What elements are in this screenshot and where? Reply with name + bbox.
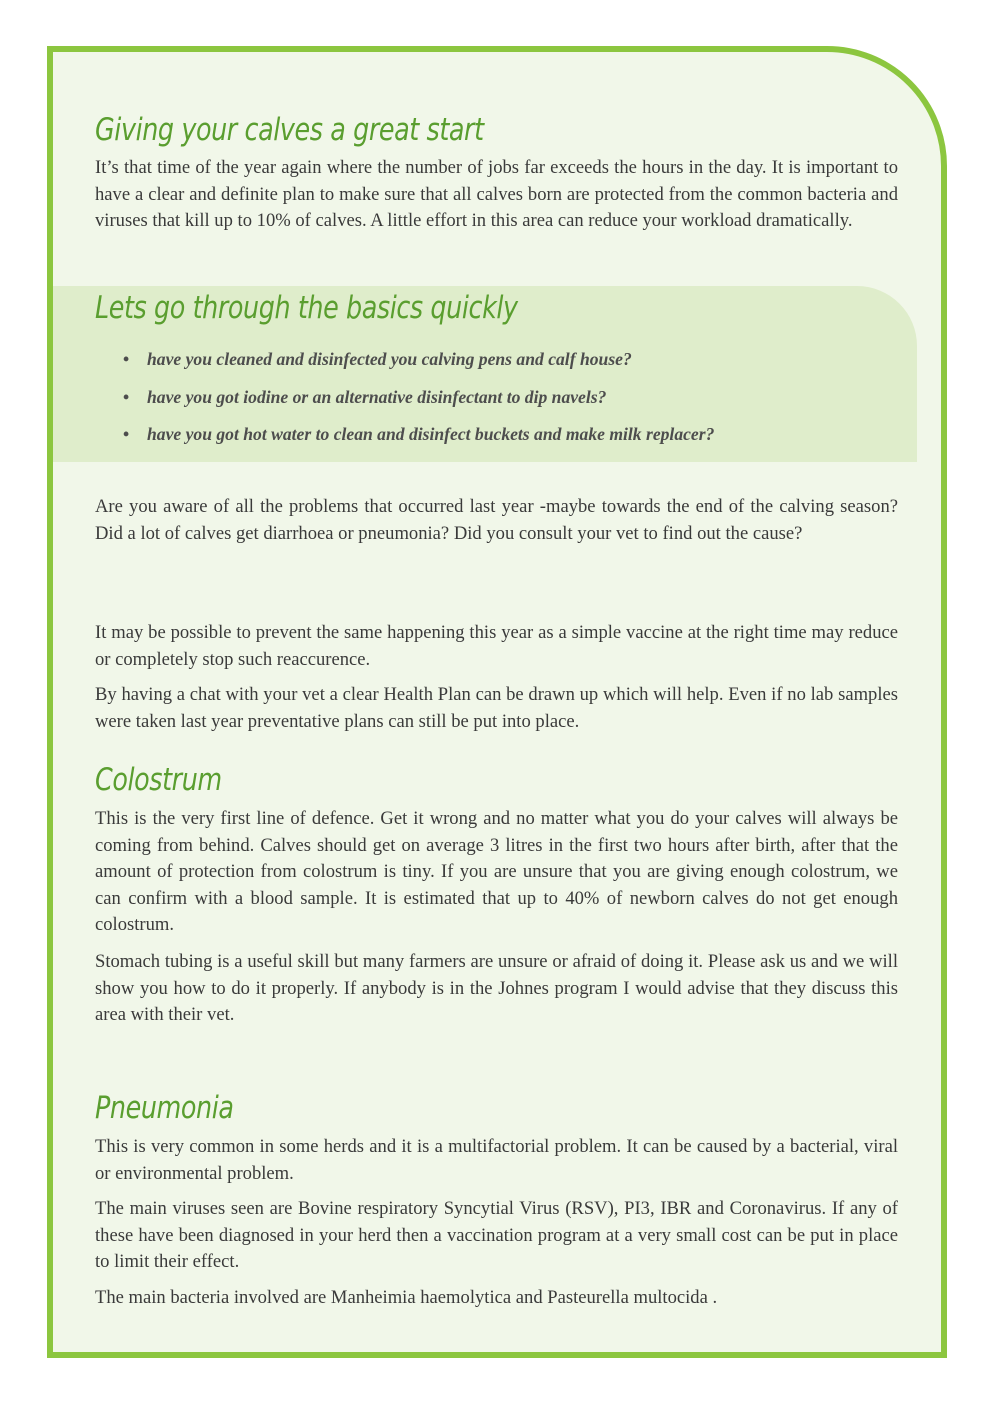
checklist-item: • have you got iodine or an alternative disinfectant to dip navels? bbox=[123, 384, 883, 422]
bullet-icon: • bbox=[123, 424, 130, 444]
problems-paragraph-1: Are you aware of all the problems that occurred last year -maybe towards the end of the calving season? Did a lot of calves get diarrhoea or pneumonia? Did you consult your vet to find out the cause? bbox=[95, 496, 898, 544]
pneumonia-paragraph-1: This is very common in some herds and it is a multifactorial problem. It can be caused by a bacterial, viral or environmental problem. bbox=[95, 1136, 898, 1184]
pneumonia-heading: Pneumonia bbox=[95, 1090, 234, 1126]
basics-heading: Lets go through the basics quickly bbox=[95, 290, 518, 326]
pneumonia-paragraph-3: The main bacteria involved are Manheimia haemolytica and Pasteurella multocida . bbox=[95, 1287, 718, 1308]
intro-heading: Giving your calves a great start bbox=[95, 112, 484, 148]
intro-paragraph: It’s that time of the year again where the number of jobs far exceeds the hours in the day. It is important to have a clear and definite plan to make sure that all calves born are protected from the common bacteria and viruses that kill up to 10% of calves. A little effort in this area can reduce your workload dramatically. bbox=[95, 157, 898, 231]
checklist-item: • have you got hot water to clean and disinfect buckets and make milk replacer? bbox=[123, 421, 883, 459]
basics-checklist bbox=[123, 346, 883, 459]
problems-paragraph-3: By having a chat with your vet a clear Health Plan can be drawn up which will help. Even if no lab samples were taken last year preventative plans can still be put into place. bbox=[95, 684, 898, 732]
colostrum-paragraph-1: This is the very first line of defence. Get it wrong and no matter what you do your calves will always be coming from behind. Calves should get on average 3 litres in the first two hours after birth, after that the amount of protection from colostrum is tiny. If you are unsure that you are giving enough colostrum, we can confirm with a blood sample. It is estimated that up to 40% of newborn calves do not get enough colostrum. bbox=[95, 808, 898, 935]
checklist-item: • have you cleaned and disinfected you calving pens and calf house? bbox=[123, 346, 883, 384]
problems-paragraph-2: It may be possible to prevent the same happening this year as a simple vaccine at the right time may reduce or completely stop such reaccurence. bbox=[95, 622, 898, 670]
colostrum-paragraph-2: Stomach tubing is a useful skill but many farmers are unsure or afraid of doing it. Please ask us and we will show you how to do it properly. If anybody is in the Johnes program I would advise that they discuss this area with their vet. bbox=[95, 951, 898, 1025]
bullet-icon: • bbox=[123, 386, 130, 407]
colostrum-heading: Colostrum bbox=[95, 762, 222, 798]
bullet-icon: • bbox=[123, 349, 130, 369]
pneumonia-paragraph-2: The main viruses seen are Bovine respiratory Syncytial Virus (RSV), PI3, IBR and Coronavirus. If any of these have been diagnosed in your herd then a vaccination program at a very small cost can be put in place to limit their effect. bbox=[95, 1198, 898, 1272]
page-frame bbox=[47, 46, 947, 1358]
